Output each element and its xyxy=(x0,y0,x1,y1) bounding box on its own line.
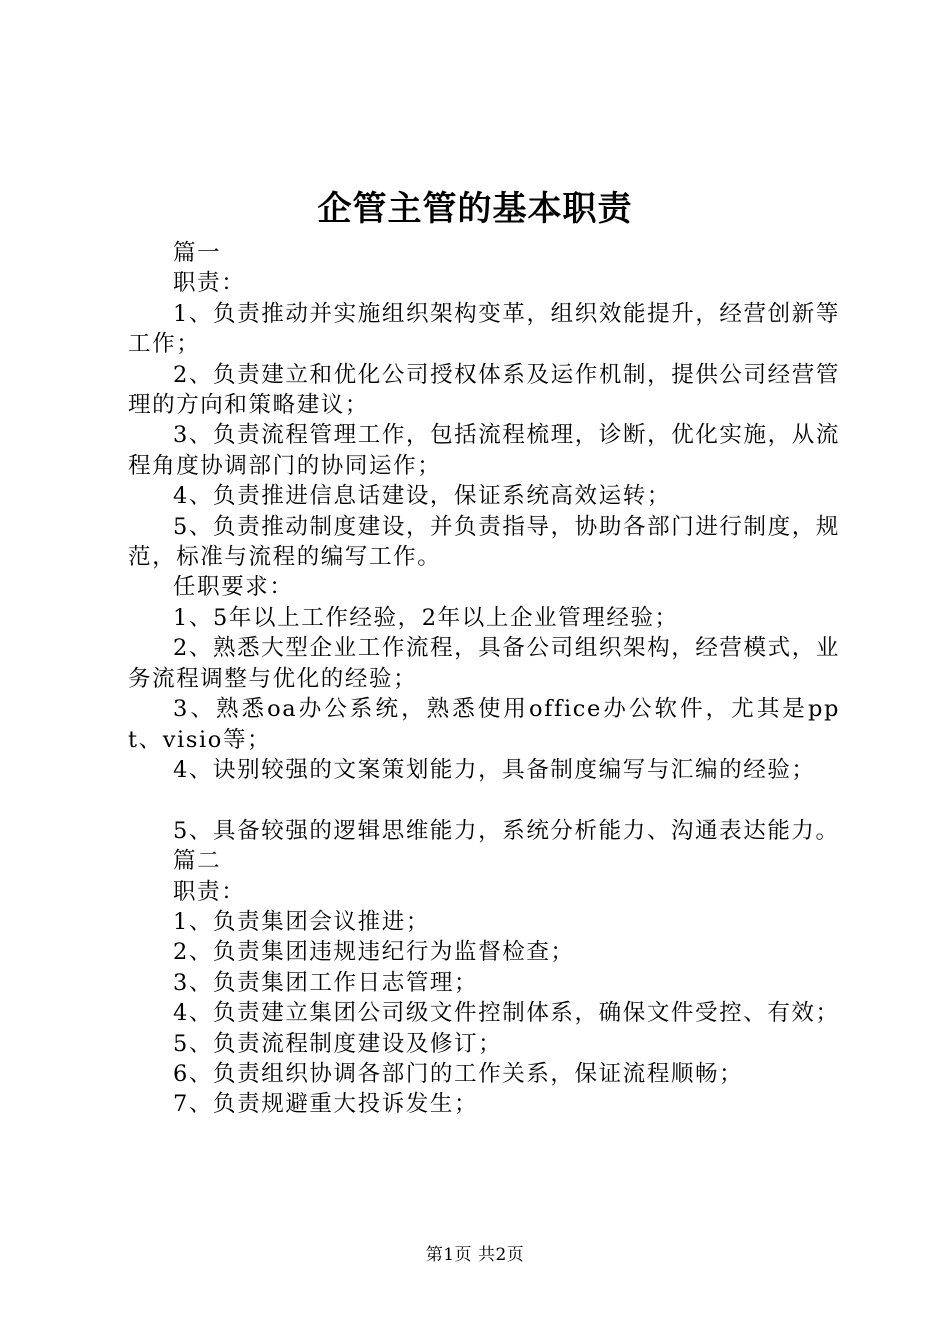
list-item: 5、负责流程制度建设及修订； xyxy=(173,1030,503,1057)
list-item: 2、负责建立和优化公司授权体系及运作机制，提供公司经营管理的方向和策略建议； xyxy=(128,361,840,419)
list-item: 4、负责建立集团公司级文件控制体系，确保文件受控、有效； xyxy=(173,1000,840,1027)
document-body xyxy=(128,238,840,1120)
page-footer: 第1页 共2页 xyxy=(425,1245,525,1265)
list-item: 3、负责集团工作日志管理； xyxy=(173,969,479,996)
list-item: 6、负责组织协调各部门的工作关系，保证流程顺畅； xyxy=(173,1060,744,1087)
blank-line xyxy=(128,785,840,815)
list-item: 1、5年以上工作经验，2年以上企业管理经验； xyxy=(173,604,679,631)
list-item: 5、负责推动制度建设，并负责指导，协助各部门进行制度，规范，标准与流程的编写工作。 xyxy=(128,513,840,571)
list-item: 1、负责推动并实施组织架构变革，组织效能提升，经营创新等工作； xyxy=(128,300,840,358)
subheading: 任职要求： xyxy=(173,574,294,601)
list-item: 3、熟悉oa办公系统，熟悉使用office办公软件，尤其是ppt、visio等； xyxy=(128,696,840,753)
list-item: 5、具备较强的逻辑思维能力，系统分析能力、沟通表达能力。 xyxy=(173,817,840,844)
section-heading: 篇二 xyxy=(173,848,222,875)
list-item: 2、熟悉大型企业工作流程，具备公司组织架构，经营模式，业务流程调整与优化的经验； xyxy=(128,635,840,692)
section-heading: 篇一 xyxy=(173,240,222,266)
list-item: 3、负责流程管理工作，包括流程梳理，诊断，优化实施，从流程角度协调部门的协同运作； xyxy=(128,422,840,479)
list-item: 1、负责集团会议推进； xyxy=(173,908,430,935)
list-item: 4、诀别较强的文案策划能力，具备制度编写与汇编的经验； xyxy=(173,756,816,783)
document-title: 企管主管的基本职责 xyxy=(317,189,633,229)
subheading: 职责： xyxy=(173,270,246,297)
list-item: 4、负责推进信息话建设，保证系统高效运转； xyxy=(173,483,671,510)
list-item: 2、负责集团违规违纪行为监督检查； xyxy=(173,939,575,966)
list-item: 7、负责规避重大投诉发生； xyxy=(173,1091,479,1118)
subheading: 职责： xyxy=(173,878,246,905)
